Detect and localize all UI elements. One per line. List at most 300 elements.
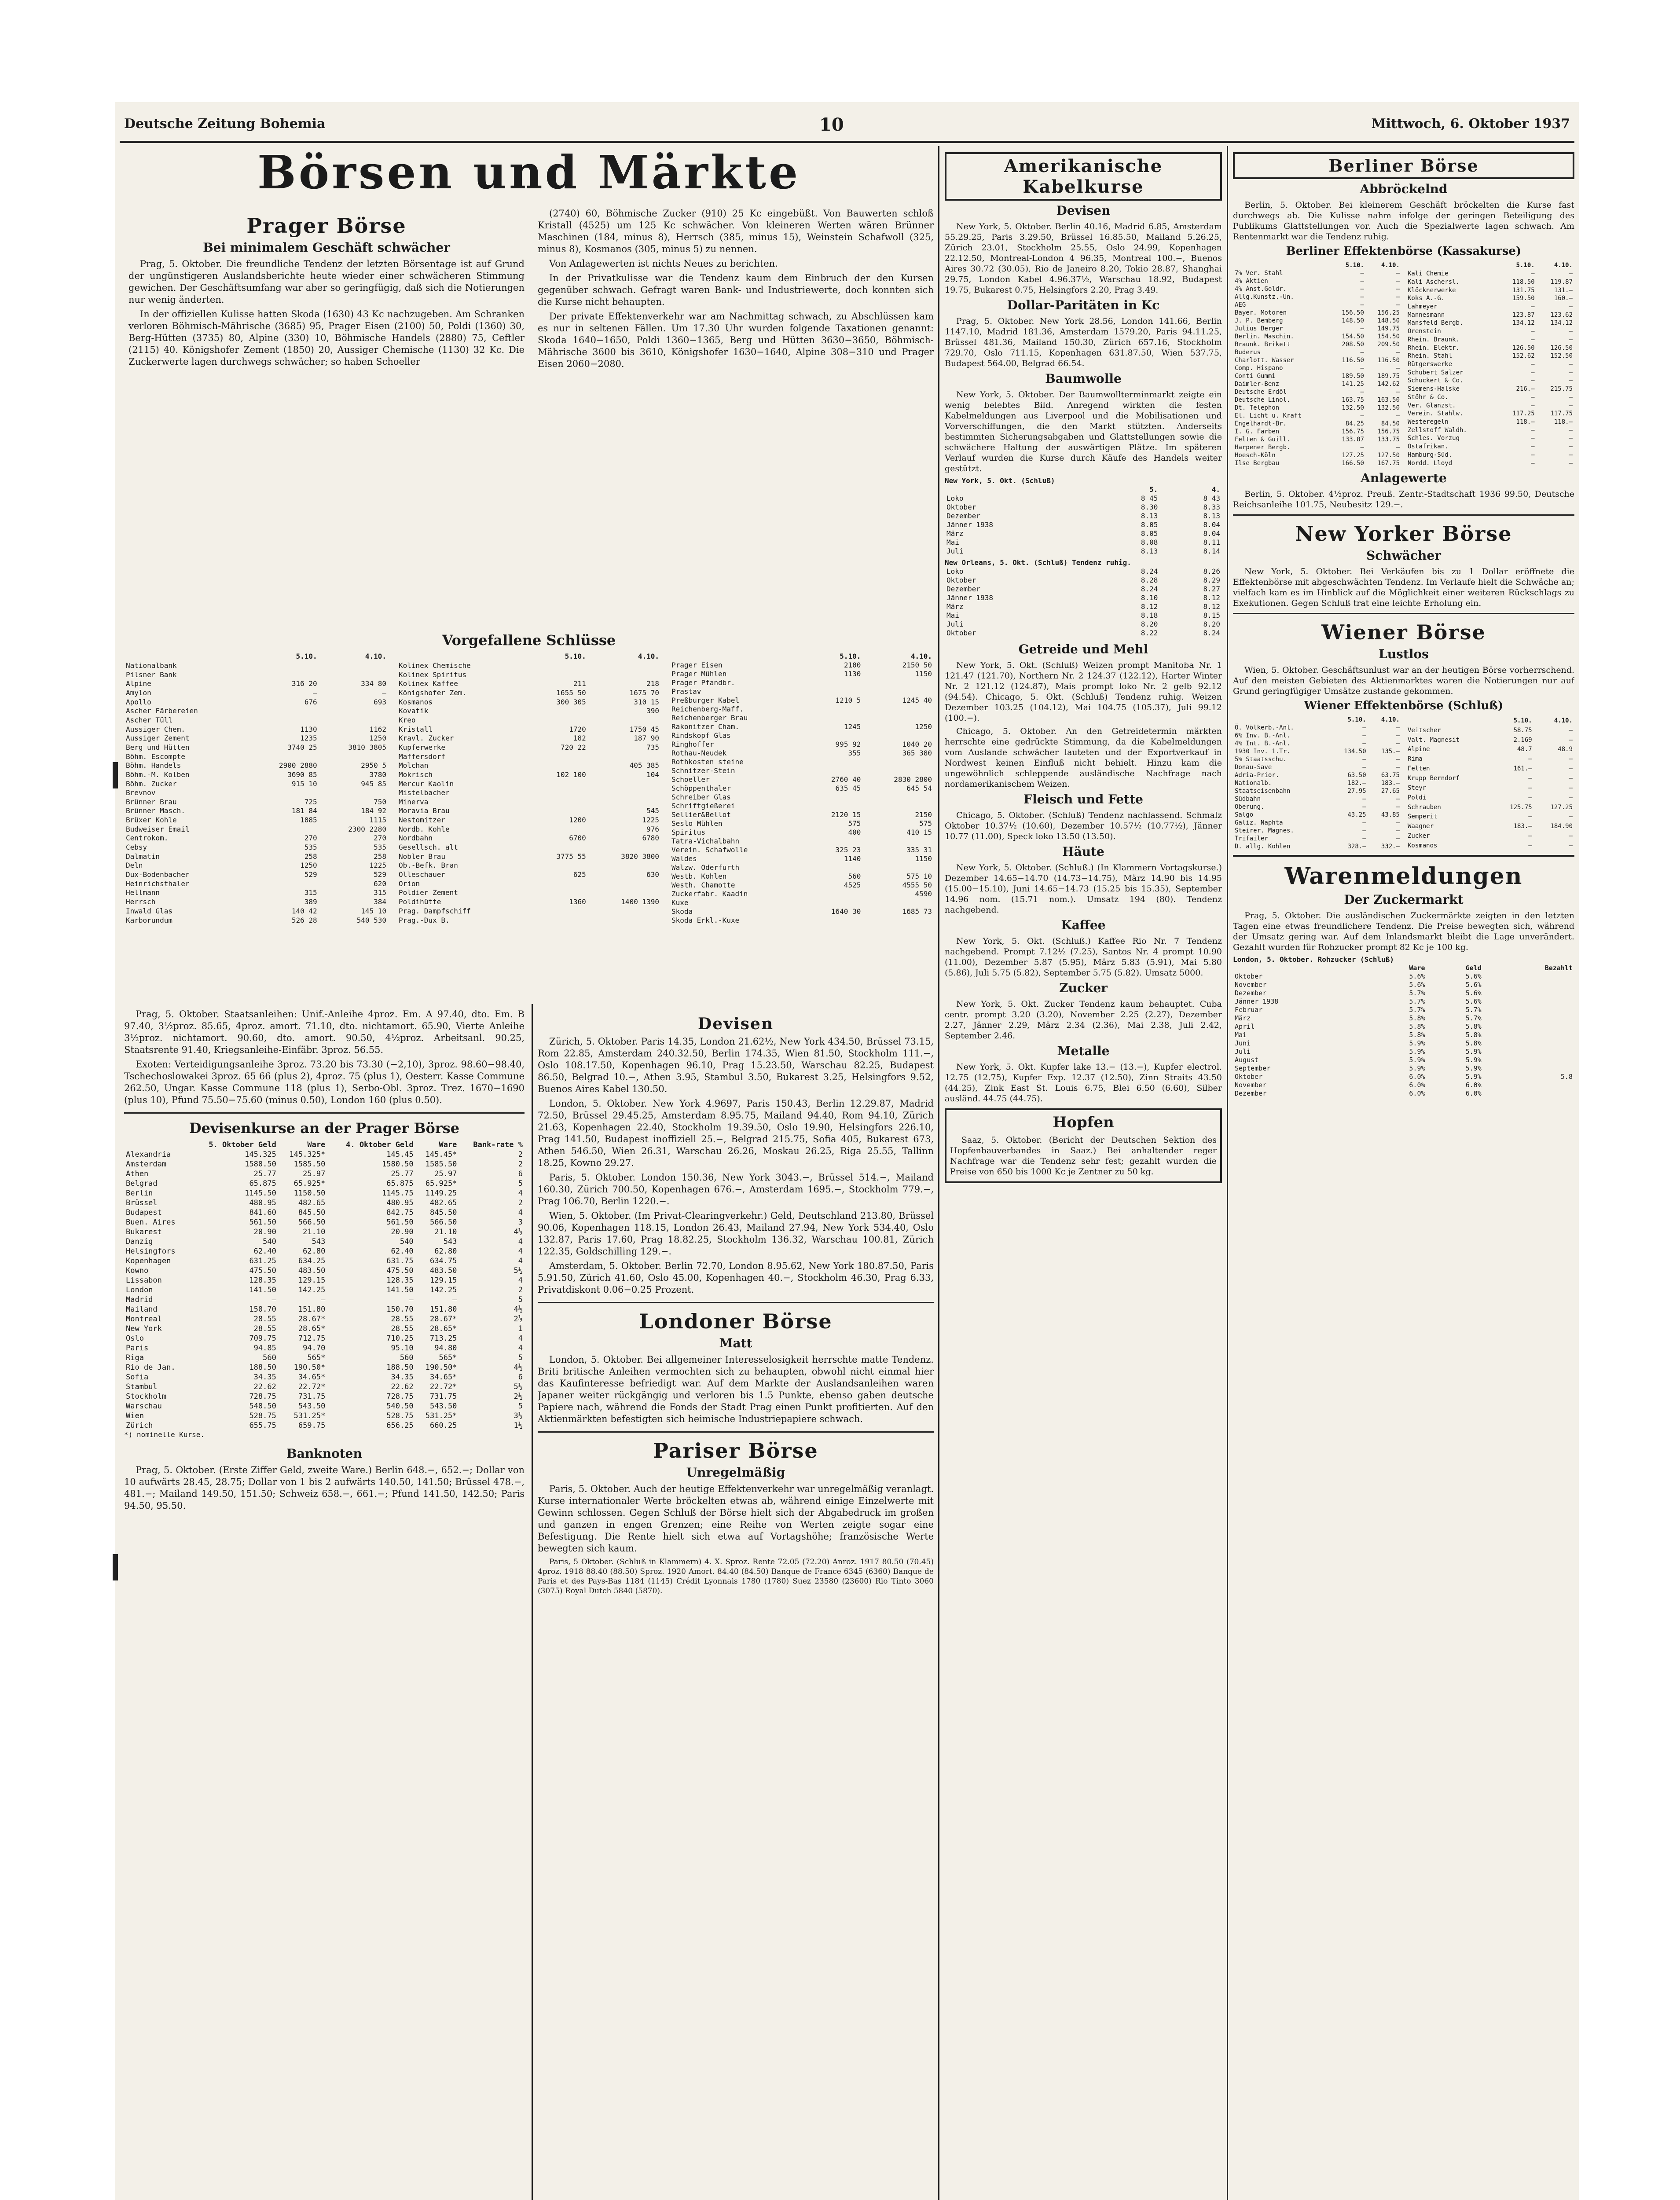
table-cell: — [1396, 301, 1400, 308]
table-cell: 693 [374, 697, 386, 706]
table-header-cell [945, 485, 1097, 494]
table-cell: — [409, 1295, 414, 1304]
table-cell: 161.— [1513, 765, 1532, 773]
page-number: 10 [819, 114, 844, 135]
table-cell: 842.75 [386, 1208, 414, 1217]
table-cell: Karborundum [126, 916, 172, 924]
table-cell [862, 758, 934, 766]
table-cell: März [946, 602, 964, 611]
hides-heading: Häute [1062, 844, 1104, 859]
table-cell: 1580.50 [381, 1160, 414, 1169]
table-cell: 3820 3800 [621, 852, 659, 861]
table-row [1406, 764, 1574, 774]
table-cell: 6.0% [1409, 1089, 1425, 1097]
table-cell [862, 898, 934, 907]
table-row [670, 740, 934, 749]
table-row [670, 881, 934, 890]
header-rule [120, 141, 1574, 143]
wien-table-right [1406, 716, 1574, 851]
table-cell [249, 716, 319, 725]
table-cell: 528.75 [249, 1412, 276, 1420]
table-cell: Bukarest [126, 1228, 162, 1236]
table-cell [319, 716, 388, 725]
table-cell: Alexandria [126, 1150, 171, 1159]
table-cell [806, 898, 863, 907]
table-cell: — [1360, 325, 1364, 332]
table-row [1233, 1039, 1574, 1048]
metals-paragraph: New York, 5. Okt. Kupfer lake 13.− (13.−), Kupfer electrol. 12.75 (12.75), Kupfer Exp. 12.37 (12.50), Zinn Straits 43.50 (44.25), Zink East St. Louis 6.75, Blei 6.50 (6.60), Silber ausländ. 44.75 (44.75). [945, 1062, 1222, 1104]
table-cell: 6 [518, 1170, 523, 1178]
table-cell: — [1569, 813, 1573, 821]
table-row [1233, 348, 1401, 356]
table-cell: 142.25 [298, 1286, 326, 1294]
table-cell: Hamburg-Süd. [1408, 451, 1453, 458]
table-cell [529, 843, 587, 852]
table-cell: 182.— [1347, 780, 1366, 787]
berlin-paragraph: Berlin, 5. Oktober. Bei kleinerem Geschäft bröckelten die Kurse fast durchwegs ab. Die Kulisse nahm infolge der geringen Beteiligung des Publikums Glattstellungen vor. Auch die Spezialwerte lagen schwach. Am Rentenmarkt war die Tendenz ruhig. [1233, 200, 1574, 242]
table-cell: 630 [646, 870, 659, 879]
table-cell: 134.12 [1550, 319, 1573, 327]
table-row [397, 898, 661, 907]
table-cell: 133.75 [1377, 436, 1400, 443]
table-cell: 131.75 [1512, 286, 1535, 294]
coffee-paragraph: New York, 5. Okt. (Schluß.) Kaffee Rio Nr. 7 Tendenz nachgebend. Prompt 7.12½ (7.25), Santos Nr. 4 prompt 10.90 (11.00), Dezember 5.87 (5.95), März 5.83 (5.91), Mai 5.80 (5.86), Juli 5.75 (5.82), September 5.75 (5.82). Umsatz 5000. [945, 936, 1222, 978]
table-cell: — [1528, 832, 1532, 840]
table-row [397, 825, 661, 834]
table-cell: 710.25 [386, 1334, 414, 1343]
table-cell: 4 [518, 1257, 523, 1265]
berlin-heading: Berliner Börse [1233, 152, 1574, 179]
ny-subheading: Schwächer [1366, 548, 1441, 563]
table-cell: 1130 [300, 725, 317, 733]
table-cell [249, 752, 319, 761]
table-row [670, 705, 934, 714]
table-cell [1483, 1039, 1574, 1048]
table-row [1406, 803, 1574, 812]
table-cell: 4 [518, 1334, 523, 1343]
table-cell [1483, 972, 1574, 981]
devisen-row [124, 1150, 525, 1159]
table-cell: Kravl. Zucker [399, 734, 454, 743]
table-row [397, 807, 661, 816]
table-cell: 63.50 [1347, 772, 1366, 779]
table-cell: Berg und Hütten [126, 743, 190, 752]
table-cell: — [1531, 360, 1535, 368]
table-cell: 4 [518, 1189, 523, 1198]
table-cell: — [1528, 784, 1532, 792]
table-cell: 565* [439, 1353, 457, 1362]
table-row [1233, 412, 1401, 420]
table-row [670, 802, 934, 810]
table-cell: Prag.-Dux B. [399, 916, 450, 924]
table-row [397, 670, 661, 679]
table-cell: Nordbahn [399, 834, 433, 843]
table-cell [1483, 1056, 1574, 1064]
table-row [1233, 843, 1401, 851]
table-cell: Sofia [126, 1373, 149, 1382]
table-row [397, 661, 661, 671]
table-row [1233, 1056, 1574, 1064]
table-cell: Belgrad [126, 1179, 158, 1188]
table-cell: 1210 5 [835, 696, 861, 704]
american-heading: Amerikanische Kabelkurse [945, 152, 1222, 201]
table-cell: 475.50 [249, 1266, 276, 1275]
table-cell: 720 22 [561, 743, 586, 752]
table-cell [1483, 981, 1574, 989]
table-cell: 8.05 [1141, 521, 1158, 529]
table-cell: 1225 [642, 816, 659, 825]
table-cell: 118.— [1554, 418, 1573, 426]
devisen-row [124, 1334, 525, 1343]
table-cell: Dezember [1235, 1089, 1267, 1097]
table-cell: 543 [312, 1237, 326, 1246]
table-row [1406, 294, 1574, 303]
closing-table-right [670, 652, 934, 925]
table-cell: März [1235, 1014, 1251, 1022]
ny-devisen-paragraph: New York, 5. Oktober. Berlin 40.16, Madrid 6.85, Amsterdam 55.29.25, Paris 3.29.50, Brüssel 16.85.50, Mailand 5.26.25, Zürich 23.01, Stockholm 25.55, Oslo 24.99, Kopenhagen 22.12.50, Montreal-London 4 96.35, Montreal 100.−, Buenos Aires 30.72 (30.05), Rio de Janeiro 8.20, Tokio 28.87, Shanghai 29.75, London Kabel 4.96.37½, Warschau 18.92, Budapest 19.75, Bukarest 0.75, Helsingfors 2.20, Prag 3.49. [945, 222, 1222, 295]
table-row [1233, 317, 1401, 325]
table-row [945, 594, 1222, 602]
table-cell: Kolinex Kaffee [399, 679, 458, 688]
table-cell: 405 385 [629, 761, 659, 770]
table-cell: — [1362, 764, 1366, 771]
table-cell: Minerva [399, 797, 429, 806]
table-cell: Spiritus [671, 828, 706, 836]
devisen-heading: Devisenkurse an der Prager Börse [189, 1120, 460, 1137]
table-cell: Helsingfors [126, 1247, 176, 1256]
table-header-cell: 4. Oktober Geld [346, 1140, 414, 1149]
table-cell [529, 888, 587, 898]
table-cell: — [1531, 393, 1535, 401]
table-cell: 575 [919, 819, 932, 828]
table-cell: — [1396, 270, 1400, 277]
table-cell [529, 825, 587, 834]
table-row [124, 679, 388, 689]
table-cell: 5.7% [1465, 1014, 1482, 1022]
table-cell [1483, 1023, 1574, 1031]
table-cell: Westb. Kohlen [671, 872, 727, 880]
table-cell: 1250 [915, 722, 932, 731]
table-cell: 631.75 [386, 1257, 414, 1265]
table-row [1406, 754, 1574, 764]
table-cell: — [1569, 402, 1573, 409]
table-cell [862, 714, 934, 722]
paris-heading: Pariser Börse [653, 1439, 818, 1463]
table-cell: Skoda [671, 907, 693, 916]
table-cell [588, 716, 661, 725]
table-cell: Ostafrikan. [1408, 443, 1449, 451]
table-row [124, 752, 388, 761]
table-cell: Aussiger Zement [126, 734, 190, 743]
binding-notch [113, 762, 118, 788]
table-cell: — [1569, 459, 1573, 467]
table-cell: 5.9% [1465, 1064, 1482, 1072]
table-cell: Oktober [946, 503, 976, 511]
table-cell: 183.— [1513, 823, 1532, 830]
table-cell: 4555 50 [902, 881, 932, 889]
table-cell: 123.87 [1512, 311, 1535, 319]
london-devisen-paragraph: London, 5. Oktober. New York 4.9697, Paris 150.43, Berlin 12.29.87, Madrid 72.50, Brüssel 29.45.25, Amsterdam 8.95.75, Mailand 94.40, Rom 94.10, Zürich 21.63, Kopenhagen 22.40, Stockholm 19.39.50, Oslo 19.90, Helsingfors 226.10, Prag 141.50, Budapest inoffiziell 25.−, Belgrad 215.75, Sofia 405, Bukarest 673, Athen 546.50, Wien 26.31, Warschau 26.26, Moskau 26.25, Riga 25.55, Tallinn 18.25, Kowno 29.27. [538, 1098, 934, 1168]
table-row [1233, 755, 1401, 763]
table-row [945, 585, 1222, 594]
table-cell: 712.75 [298, 1334, 326, 1343]
table-cell: Verein. Schafwolle [671, 846, 748, 854]
table-cell: — [1528, 794, 1532, 801]
table-cell: 4% Aktien [1235, 278, 1268, 285]
table-row [1406, 726, 1574, 735]
table-header-cell [124, 652, 249, 661]
table-row [1406, 335, 1574, 344]
table-cell: Ob.-Befk. Bran [399, 861, 458, 870]
table-cell [862, 766, 934, 775]
table-header-cell: 5.10. [1345, 262, 1364, 269]
table-row [945, 521, 1222, 529]
table-header-cell: 5.10. [840, 652, 861, 660]
american-subheading: Devisen [1056, 203, 1111, 218]
paper-name: Deutsche Zeitung Bohemia [124, 116, 326, 132]
table-cell: Rakonitzer Cham. [671, 722, 740, 731]
table-row [397, 689, 661, 698]
table-header-cell: 5.10. [1347, 716, 1366, 723]
table-cell: Montreal [126, 1315, 162, 1324]
table-cell [319, 788, 388, 798]
table-cell: 28.67* [430, 1315, 457, 1324]
wien-paragraph: Wien, 5. Oktober. Geschäftsunlust war an der heutigen Börse vorherrschend. Auf den meisten Gebieten des Aktienmarktes waren die Notierungen nur auf Grund geringfügiger Umsätze zustande gekommen. [1233, 665, 1574, 696]
table-cell: 328.— [1347, 843, 1366, 850]
table-cell: 5.8% [1409, 1031, 1425, 1039]
table-row [1233, 795, 1401, 803]
table-cell [588, 916, 661, 925]
table-row [1406, 735, 1574, 745]
table-row [397, 861, 661, 870]
banknoten-heading: Banknoten [286, 1446, 362, 1461]
table-cell: 208.50 [1342, 341, 1364, 348]
zurich-paragraph: Zürich, 5. Oktober. Paris 14.35, London 21.62½, New York 434.50, Brüssel 73.15, Rom 22.85, Amsterdam 240.32.50, Berlin 174.35, Wien 81.50, Stockholm 111.−, Oslo 108.17.50, Kopenhagen 96.10, Prag 15.23.50, Warschau 82.25, Budapest 86.50, Belgrad 10.−, Athen 3.95, Stambul 3.50, Bukarest 3.25, Helsingfors 9.52, Buenos Aires Kabel 130.50. [538, 1036, 934, 1094]
table-cell: Nobler Brau [399, 852, 445, 861]
table-cell: Böhm.-M. Kolben [126, 770, 190, 779]
table-cell: 21.10 [434, 1228, 457, 1236]
table-row [124, 670, 388, 679]
devisen-row [124, 1421, 525, 1430]
table-cell: 316 20 [291, 679, 317, 688]
table-row [397, 798, 661, 807]
wien-heading: Wiener Börse [1321, 620, 1486, 644]
table-cell: Walzw. Oderfurth [671, 863, 740, 872]
table-row [1233, 819, 1401, 827]
table-cell: 1085 [300, 816, 317, 825]
table-cell [862, 863, 934, 872]
table-cell: 6.0% [1409, 1081, 1425, 1089]
table-row [670, 907, 934, 916]
table-cell: 34.65* [298, 1373, 326, 1382]
prague-column-2 [538, 208, 934, 621]
devisen-row [124, 1353, 525, 1363]
table-cell: — [1569, 377, 1573, 385]
table-row [670, 837, 934, 846]
table-cell: — [1569, 755, 1573, 763]
table-cell: Schrauben [1408, 803, 1441, 811]
table-cell: Pilsner Bank [126, 670, 177, 679]
table-cell: 995 92 [835, 740, 861, 748]
table-cell: Schles. Vorzug [1408, 435, 1460, 442]
table-row [670, 916, 934, 925]
table-cell: 1150.50 [293, 1189, 326, 1198]
table-cell: 151.80 [298, 1305, 326, 1314]
table-cell: 8.04 [1203, 529, 1220, 538]
table-row [397, 843, 661, 852]
table-cell: 8.08 [1141, 538, 1158, 546]
devisen-row [124, 1314, 525, 1324]
table-cell: Jänner 1938 [946, 594, 993, 602]
table-cell: 560 [848, 872, 861, 880]
table-row [397, 761, 661, 770]
table-cell: 845.50 [430, 1208, 457, 1217]
table-cell: Ringhoffer [671, 740, 714, 748]
table-cell: Prager Mühlen [671, 670, 727, 678]
table-row [1406, 286, 1574, 294]
table-row [1233, 779, 1401, 787]
table-cell: Seslo Mühlen [671, 819, 723, 828]
london-paragraph: London, 5. Oktober. Bei allgemeiner Interesselosigkeit herrschte matte Tendenz. Briti britische Anleihen vermochten sich zu behaupten, obwohl nicht einmal hier das Kaufinteresse befriedigt war. Auf dem Markte der Auslandsanleihen waren Japaner weiter rückgängig und verloren bis 1.5 Punkte, ebenso gaben deutsche Papiere nach, während die Fonds der Stadt Prag einen Punkt profitierten. Auf den Aktienmärkten befestigten sich heimische Industriepapiere schwach. [538, 1354, 934, 1424]
table-cell: 5.7% [1409, 989, 1425, 997]
table-cell: 141.50 [249, 1286, 276, 1294]
table-row [945, 503, 1222, 512]
table-row [1233, 763, 1401, 771]
table-row [124, 898, 388, 907]
table-cell: 5.9% [1409, 1039, 1425, 1047]
table-cell: — [1362, 827, 1366, 834]
table-row [1233, 1089, 1574, 1098]
table-row [1406, 745, 1574, 755]
table-cell: Poldi [1408, 794, 1427, 801]
table-cell [588, 752, 661, 761]
table-cell: Danzig [126, 1237, 153, 1246]
foreign-markets-column [538, 1008, 934, 2200]
table-cell: 154.50 [1377, 333, 1400, 340]
table-cell: Oktober [946, 629, 976, 637]
table-cell: 1685 73 [902, 907, 932, 916]
table-cell: 152.50 [1550, 352, 1573, 360]
table-header-row [124, 1140, 525, 1150]
table-row [397, 725, 661, 734]
devisen-row [124, 1324, 525, 1334]
table-cell: Trifailer [1235, 835, 1268, 842]
table-row [1406, 434, 1574, 443]
table-cell: Aussiger Chem. [126, 725, 185, 733]
wien-eff-heading: Wiener Effektenbörse (Schluß) [1304, 699, 1504, 712]
prague-subheading: Bei minimalem Geschäft schwächer [203, 240, 450, 255]
table-cell: Oktober [946, 576, 976, 584]
table-cell: 258 [374, 852, 386, 861]
table-cell: 5 [518, 1353, 523, 1362]
table-cell [806, 793, 863, 802]
table-cell: 1245 40 [902, 696, 932, 704]
table-cell: 166.50 [1342, 460, 1364, 467]
table-cell: Alpine [1408, 746, 1430, 753]
wien-devisen-paragraph: Wien, 5. Oktober. (Im Privat-Clearingverkehr.) Geld, Deutschland 213.80, Brüssel 90.06, Kopenhagen 118.15, London 26.43, Mailand 27.94, New York 534.40, Oslo 132.87, Paris 17.60, Prag 18.82.25, Stockholm 136.32, Warschau 100.81, Zürich 122.35, Goldschilling 129.−. [538, 1210, 934, 1257]
table-cell: Oslo [126, 1334, 144, 1343]
table-cell: Rothau-Neudek [671, 749, 727, 757]
table-cell: 187 90 [634, 734, 659, 743]
table-cell: 3775 55 [556, 852, 586, 861]
table-cell: 43.85 [1381, 811, 1400, 818]
table-cell: 4 [518, 1237, 523, 1246]
table-cell [862, 687, 934, 696]
table-cell: Sellier&Bellot [671, 810, 731, 819]
table-row [397, 906, 661, 916]
table-cell: Comp. Hispano [1235, 365, 1283, 372]
table-row [945, 611, 1222, 620]
table-row [670, 758, 934, 766]
table-row [124, 843, 388, 852]
table-row [945, 538, 1222, 547]
table-cell: 22.62 [253, 1382, 276, 1391]
table-row [670, 670, 934, 678]
table-cell: 841.60 [249, 1208, 276, 1217]
table-row [1233, 380, 1401, 388]
table-cell [529, 716, 587, 725]
table-cell: — [1396, 740, 1400, 747]
american-column [945, 146, 1222, 2200]
table-row [1406, 319, 1574, 327]
table-cell [529, 916, 587, 925]
table-cell: — [1396, 293, 1400, 301]
table-cell: 8.05 [1141, 529, 1158, 538]
table-cell: — [313, 688, 317, 697]
table-cell: Schriftgießerei [671, 802, 735, 810]
table-cell [1483, 1081, 1574, 1089]
table-cell: — [1569, 765, 1573, 773]
table-row [1406, 377, 1574, 385]
table-row [670, 863, 934, 872]
table-cell: 184.90 [1550, 823, 1573, 830]
table-cell: 8.28 [1141, 576, 1158, 584]
table-cell: 22.62 [391, 1382, 414, 1391]
table-cell: 156.25 [1377, 309, 1400, 316]
table-cell [806, 758, 863, 766]
table-row [124, 825, 388, 834]
table-cell: 145.325 [245, 1150, 276, 1159]
table-cell: 475.50 [386, 1266, 414, 1275]
table-cell [806, 731, 863, 740]
table-cell: 150.70 [386, 1305, 414, 1314]
table-row [397, 879, 661, 888]
table-cell: 102 100 [556, 770, 586, 779]
table-cell: Schreiber Glas [671, 793, 731, 801]
table-cell: 142.25 [430, 1286, 457, 1294]
table-cell: Wien [126, 1412, 144, 1420]
foreign-devisen-heading: Devisen [697, 1015, 774, 1033]
table-cell [588, 906, 661, 916]
table-cell: 5.6% [1409, 981, 1425, 989]
table-cell [806, 837, 863, 846]
table-cell: — [452, 1295, 457, 1304]
table-cell: 6.0% [1465, 1089, 1482, 1097]
table-cell: Südbahn [1235, 796, 1261, 803]
table-row [1233, 1081, 1574, 1089]
table-cell [862, 837, 934, 846]
table-cell: Cebsy [126, 843, 147, 852]
table-cell: Mercur Kaolin [399, 779, 454, 788]
table-cell: 28.55 [391, 1324, 414, 1333]
table-row [1233, 444, 1401, 451]
table-cell: 188.50 [386, 1363, 414, 1372]
table-cell: 545 [646, 807, 659, 815]
table-cell: Juli [1235, 1048, 1251, 1056]
table-row [945, 494, 1222, 503]
table-row [1406, 783, 1574, 793]
table-row [1406, 401, 1574, 410]
